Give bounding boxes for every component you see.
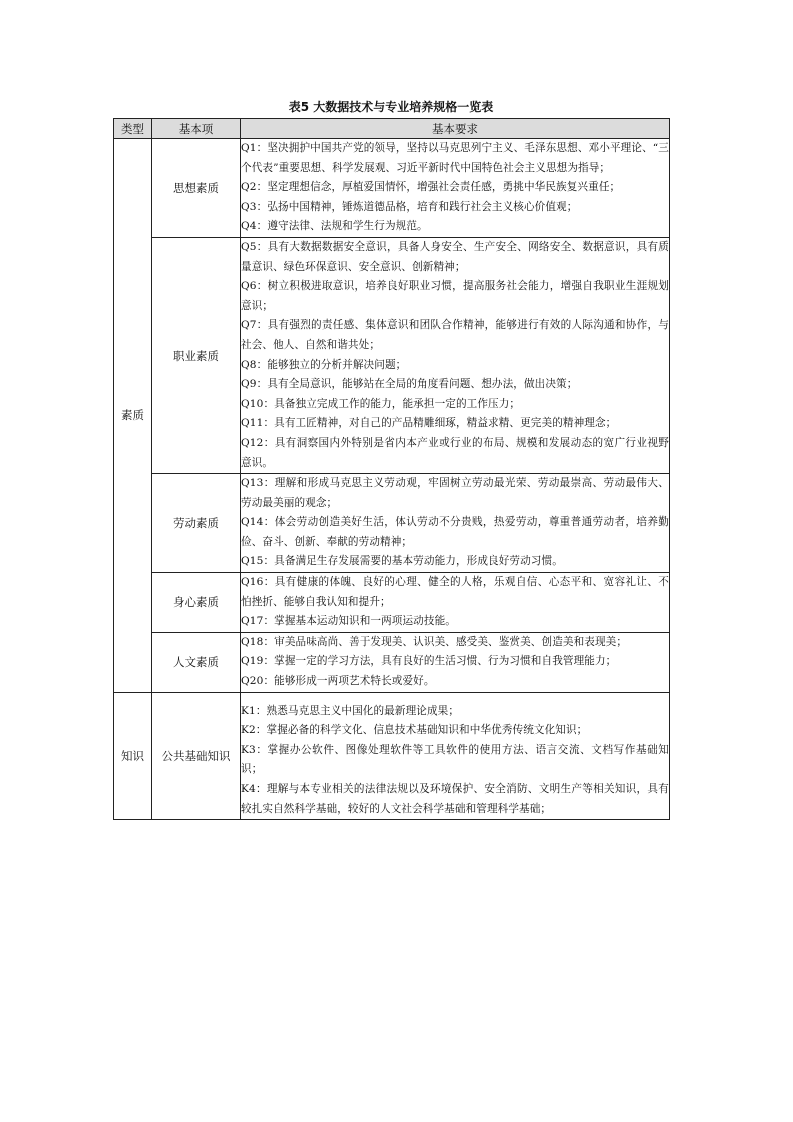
requirements-cell bbox=[241, 632, 670, 692]
requirement-line: Q15：具备满足生存发展需要的基本劳动能力，形成良好劳动习惯。 bbox=[241, 555, 563, 568]
type-cell: 知识 bbox=[114, 692, 152, 820]
requirement-line: Q19：掌握一定的学习方法，具有良好的生活习惯、行为习惯和自我管理能力； bbox=[241, 655, 617, 668]
table-row bbox=[114, 474, 670, 573]
requirement-line: Q1：坚决拥护中国共产党的领导，坚持以马克思列宁主义、毛泽东思想、邓小平理论、“三个代表”重要思想、科学发展观、习近平新时代中国特色社会主义思想为指导； bbox=[241, 142, 669, 174]
item-cell: 公共基础知识 bbox=[152, 692, 241, 820]
header-row bbox=[114, 119, 670, 139]
requirement-line: Q16：具有健康的体魄、良好的心理、健全的人格，乐观自信、心态平和、宽容礼让、不怕挫折、能够自我认知和提升； bbox=[241, 576, 669, 608]
requirements-cell bbox=[241, 237, 670, 473]
item-cell: 思想素质 bbox=[152, 139, 241, 238]
requirement-line: Q12：具有洞察国内外特别是省内本产业或行业的布局、规模和发展动态的宽广行业视野意识。 bbox=[241, 436, 669, 469]
training-spec-table bbox=[113, 118, 670, 820]
requirement-line: Q18：审美品味高尚、善于发现美、认识美、感受美、鉴赏美、创造美和表现美； bbox=[241, 635, 628, 648]
requirement-line: Q11：具有工匠精神，对自己的产品精雕细琢，精益求精、更完美的精神理念； bbox=[241, 417, 617, 430]
requirement-line: Q13：理解和形成马克思主义劳动观，牢固树立劳动最光荣、劳动最崇高、劳动最伟大、劳动最美丽的观念； bbox=[241, 477, 669, 509]
requirement-line: Q8：能够独立的分析并解决问题； bbox=[241, 358, 407, 371]
table-row bbox=[114, 139, 670, 238]
requirement-line: Q7：具有强烈的责任感、集体意识和团队合作精神，能够进行有效的人际沟通和协作，与社会、他人、自然和谐共处； bbox=[241, 319, 669, 351]
requirement-line: Q9：具有全局意识，能够站在全局的角度看问题、想办法，做出决策； bbox=[241, 378, 578, 391]
item-cell: 劳动素质 bbox=[152, 474, 241, 573]
requirement-line: Q17：掌握基本运动知识和一两项运动技能。 bbox=[241, 615, 456, 628]
requirement-line: Q14：体会劳动创造美好生活，体认劳动不分贵贱，热爱劳动，尊重普通劳动者，培养勤俭、奋斗、创新、奉献的劳动精神； bbox=[241, 516, 669, 548]
item-cell: 身心素质 bbox=[152, 573, 241, 633]
requirements-cell bbox=[241, 474, 670, 573]
table-row bbox=[114, 692, 670, 820]
requirement-line: Q2：坚定理想信念，厚植爱国情怀，增强社会责任感，勇挑中华民族复兴重任； bbox=[241, 181, 621, 194]
requirement-line: K1：熟悉马克思主义中国化的最新理论成果； bbox=[241, 704, 460, 717]
table-row bbox=[114, 573, 670, 633]
requirement-line: Q10：具备独立完成工作的能力，能承担一定的工作压力； bbox=[241, 397, 521, 410]
type-cell: 素质 bbox=[114, 139, 152, 693]
header-type: 类型 bbox=[114, 119, 152, 139]
requirement-line: Q4：遵守法律、法规和学生行为规范。 bbox=[241, 220, 428, 233]
requirement-line: K4：理解与本专业相关的法律法规以及环境保护、安全消防、文明生产等相关知识，具有较扎实自然科学基础，较好的人文社会科学基础和管理科学基础； bbox=[241, 783, 669, 815]
requirement-line: K3：掌握办公软件、图像处理软件等工具软件的使用方法、语言交流、文档写作基础知识； bbox=[241, 743, 669, 776]
requirement-line: Q6：树立积极进取意识，培养良好职业习惯，提高服务社会能力，增强自我职业生涯规划意识； bbox=[241, 280, 669, 312]
header-requirements: 基本要求 bbox=[241, 119, 670, 139]
table-row bbox=[114, 632, 670, 692]
requirement-line: Q20：能够形成一两项艺术特长或爱好。 bbox=[241, 675, 435, 688]
table-title: 表5 大数据技术与专业培养规格一览表 bbox=[288, 100, 494, 114]
table-row bbox=[114, 237, 670, 473]
header-item: 基本项 bbox=[152, 119, 241, 139]
spacer bbox=[241, 693, 669, 702]
requirement-line: Q5：具有大数据数据安全意识，具备人身安全、生产安全、网络安全、数据意识，具有质量意识、绿色环保意识、安全意识、创新精神； bbox=[241, 240, 669, 273]
requirements-cell bbox=[241, 573, 670, 633]
requirement-line: K2：掌握必备的科学文化、信息技术基础知识和中华优秀传统文化知识； bbox=[241, 724, 588, 737]
requirements-cell bbox=[241, 139, 670, 238]
requirements-cell bbox=[241, 692, 670, 820]
item-cell: 职业素质 bbox=[152, 237, 241, 473]
item-cell: 人文素质 bbox=[152, 632, 241, 692]
requirement-line: Q3：弘扬中国精神，锤炼道德品格，培育和践行社会主义核心价值观； bbox=[241, 200, 578, 213]
